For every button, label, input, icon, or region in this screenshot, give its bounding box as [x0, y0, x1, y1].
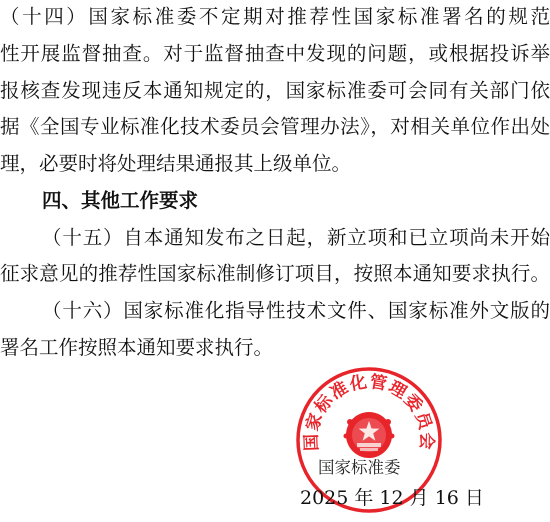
paragraph-14-line-3: 报核查发现违反本通知规定的，国家标准委可会同有关部门依: [0, 79, 550, 102]
issue-date: 2025 年 12 月 16 日: [300, 487, 484, 509]
paragraph-14-line-4: 据《全国专业标准化技术委员会管理办法》，对相关单位作出处: [0, 115, 550, 138]
paragraph-16-line-2: 署名工作按照本通知要求执行。: [0, 336, 274, 359]
svg-text:国家标准化管理委员会: 国家标准化管理委员会: [301, 372, 437, 452]
paragraph-16-line-1: （十六）国家标准化指导性技术文件、国家标准外文版的: [42, 299, 550, 322]
paragraph-15-line-1: （十五）自本通知发布之日起，新立项和已立项尚未开始: [42, 226, 550, 249]
emblem-icon: [344, 412, 395, 458]
paragraph-15-line-2: 征求意见的推荐性国家标准制修订项目，按照本通知要求执行。: [0, 262, 550, 285]
paragraph-14-line-1: （十四）国家标准委不定期对推荐性国家标准署名的规范: [0, 5, 550, 28]
paragraph-14-line-2: 性开展监督抽查。对于监督抽查中发现的问题，或根据投诉举: [0, 42, 550, 65]
issuing-org: 国家标准委: [318, 458, 401, 477]
section-4-title: 四、其他工作要求: [42, 189, 199, 212]
paragraph-14-line-5: 理，必要时将处理结果通报其上级单位。: [0, 152, 352, 175]
